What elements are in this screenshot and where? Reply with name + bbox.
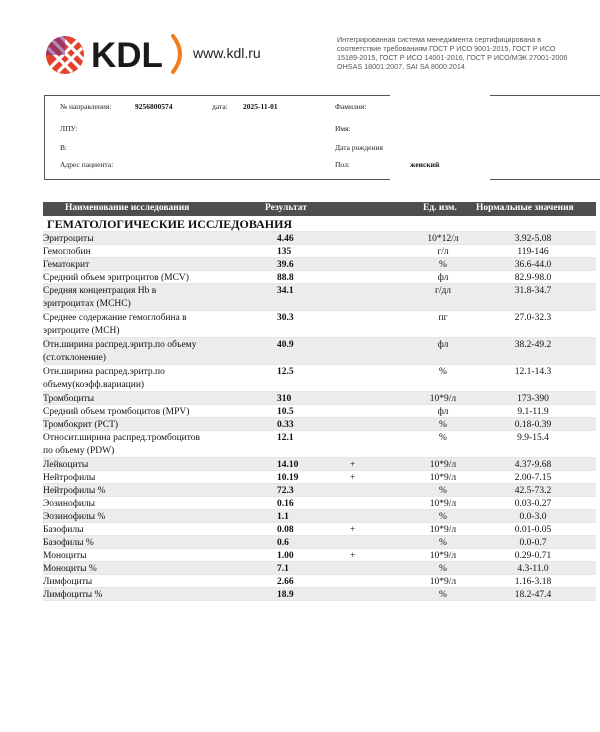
sex-label: Пол:: [335, 160, 350, 169]
test-name-line: Средний объем тромбоцитов (MPV): [43, 407, 190, 417]
info-divider-top: [490, 95, 600, 96]
unit-value: %: [439, 590, 447, 600]
surname-label: Фамилия:: [335, 102, 367, 111]
reference-range: 2.00-7.15: [514, 473, 552, 483]
test-name-line: Эозинофилы %: [43, 512, 106, 522]
header-result: Результат: [265, 203, 307, 213]
info-divider-bottom: [490, 179, 600, 180]
reference-range: 38.2-49.2: [514, 340, 552, 350]
reference-range: 18.2-47.4: [514, 590, 552, 600]
unit-value: 10*9/л: [429, 525, 457, 535]
test-name-line: Эозинофилы: [43, 499, 96, 509]
table-row: [43, 510, 596, 523]
reference-range: 0.18-0.39: [514, 420, 552, 430]
test-name-line: Лимфоциты %: [43, 590, 103, 600]
unit-value: %: [439, 538, 447, 548]
cert-line: OHSAS 18001:2007, SAI SA 8000:2014: [337, 62, 465, 71]
result-value: 0.08: [277, 525, 294, 535]
test-name-line: по объему (PDW): [43, 446, 115, 456]
results-table: [43, 202, 596, 601]
abnormal-flag: +: [350, 473, 356, 483]
unit-value: пг: [438, 313, 448, 323]
reference-range: 0.29-0.71: [514, 551, 552, 561]
table-row: [43, 338, 596, 365]
header-name: Наименование исследования: [65, 203, 190, 213]
table-row: [43, 549, 596, 562]
abnormal-flag: +: [350, 551, 356, 561]
test-name-line: Гемоглобин: [43, 247, 91, 257]
table-row: [43, 536, 596, 549]
unit-value: %: [439, 512, 447, 522]
result-value: 88.8: [277, 273, 294, 283]
result-value: 4.46: [277, 234, 294, 244]
date-value: 2025-11-01: [243, 102, 278, 111]
section-title: ГЕМАТОЛОГИЧЕСКИЕ ИССЛЕДОВАНИЯ: [43, 216, 596, 232]
test-name-line: Лейкоциты: [43, 460, 89, 470]
reference-range: 1.16-3.18: [514, 577, 552, 587]
test-name-line: эритроцитах (MCHC): [43, 299, 131, 309]
unit-value: 10*9/л: [429, 551, 457, 561]
test-name: [43, 312, 243, 338]
reference-range: 9.9-15.4: [517, 433, 549, 443]
unit-value: %: [439, 260, 447, 270]
unit-value: г/дл: [434, 286, 452, 296]
unit-value: 10*12/л: [427, 234, 459, 244]
sex-value: женский: [410, 160, 440, 169]
test-name: [43, 285, 243, 311]
test-name-line: Лимфоциты: [43, 577, 93, 587]
cert-line: Интегрированная система менеджмента сертифицирована в: [337, 35, 542, 44]
test-name: [43, 366, 243, 392]
test-name-line: Тромбоциты: [43, 394, 95, 404]
result-value: 40.9: [277, 340, 294, 350]
reference-range: 12.1-14.3: [514, 367, 552, 377]
doctor-label: В:: [60, 143, 68, 152]
unit-value: 10*9/л: [429, 473, 457, 483]
unit-value: %: [439, 367, 447, 377]
unit-value: г/л: [437, 247, 449, 257]
reference-range: 173-390: [517, 394, 549, 404]
birthdate-label: Дата рождения: [335, 143, 383, 152]
table-row: [43, 575, 596, 588]
logo-text: KDL: [91, 35, 163, 75]
reference-range: 36.6-44.0: [514, 260, 552, 270]
result-value: 310: [277, 394, 292, 404]
result-value: 12.5: [277, 367, 294, 377]
result-value: 2.66: [277, 577, 294, 587]
reference-range: 0.0-0.7: [519, 538, 547, 548]
test-name-line: Базофилы: [43, 525, 84, 535]
table-row: [43, 271, 596, 284]
result-value: 10.19: [277, 473, 299, 483]
lpu-label: ЛПУ:: [60, 124, 78, 133]
result-value: 12.1: [277, 433, 294, 443]
abnormal-flag: +: [350, 460, 356, 470]
date-label: дата:: [212, 102, 228, 111]
reference-range: 42.5-73.2: [514, 486, 552, 496]
kdl-logo-icon: [44, 34, 86, 76]
table-row: [43, 245, 596, 258]
cert-line: 15189-2015, ГОСТ Р ИСО 14001-2016, ГОСТ Р ИСО/МЭК 27001-2006: [337, 53, 568, 62]
logo-arc-icon: [171, 34, 187, 74]
reference-range: 119-146: [517, 247, 549, 257]
test-name: [43, 339, 243, 365]
test-name-line: Моноциты %: [43, 564, 97, 574]
table-row: [43, 523, 596, 536]
test-name-line: Отн.ширина распред.эритр.по объему: [43, 340, 197, 350]
unit-value: %: [439, 564, 447, 574]
reference-range: 3.92-5.08: [514, 234, 552, 244]
result-value: 0.6: [277, 538, 289, 548]
test-name-line: Отн.ширина распред.эритр.по: [43, 367, 165, 377]
result-value: 30.3: [277, 313, 294, 323]
result-value: 7.1: [277, 564, 289, 574]
result-value: 135: [277, 247, 292, 257]
test-name-line: Базофилы %: [43, 538, 94, 548]
table-row: [43, 284, 596, 311]
unit-value: фл: [437, 273, 449, 283]
unit-value: фл: [437, 340, 449, 350]
table-header: [43, 202, 596, 216]
test-name-line: Гематокрит: [43, 260, 90, 270]
website-label: www.kdl.ru: [193, 45, 261, 61]
table-row: [43, 405, 596, 418]
result-value: 0.33: [277, 420, 294, 430]
header-norm: Нормальные значения: [476, 203, 574, 213]
unit-value: 10*9/л: [429, 394, 457, 404]
table-row: [43, 471, 596, 484]
reference-range: 82.9-98.0: [514, 273, 552, 283]
test-name-line: Эритроциты: [43, 234, 94, 244]
unit-value: фл: [437, 407, 449, 417]
test-name: [43, 589, 243, 602]
table-row: [43, 588, 596, 601]
report-header: [0, 0, 600, 92]
reference-range: 0.0-3.0: [519, 512, 547, 522]
test-name-line: Нейтрофилы: [43, 473, 96, 483]
reference-range: 0.01-0.05: [514, 525, 552, 535]
unit-value: 10*9/л: [429, 460, 457, 470]
test-name-line: Относит.ширина распред.тромбоцитов: [43, 433, 201, 443]
table-row: [43, 232, 596, 245]
certification-text: [337, 35, 600, 71]
test-name-line: Средняя концентрация Hb в: [43, 286, 157, 296]
table-row: [43, 392, 596, 405]
header-unit: Ед. изм.: [423, 203, 457, 213]
reference-range: 0.03-0.27: [514, 499, 552, 509]
table-row: [43, 258, 596, 271]
reference-range: 4.37-9.68: [514, 460, 552, 470]
result-value: 18.9: [277, 590, 294, 600]
test-name-line: Средний объем эритроцитов (MCV): [43, 273, 189, 283]
unit-value: 10*9/л: [429, 577, 457, 587]
referral-label: № направления:: [60, 102, 112, 111]
test-name-line: Среднее содержание гемоглобина в: [43, 313, 187, 323]
address-label: Адрес пациента:: [60, 160, 114, 169]
result-value: 10.5: [277, 407, 294, 417]
result-value: 39.6: [277, 260, 294, 270]
unit-value: %: [439, 486, 447, 496]
result-value: 0.16: [277, 499, 294, 509]
test-name-line: Моноциты: [43, 551, 87, 561]
table-row: [43, 431, 596, 458]
table-row: [43, 562, 596, 575]
name-label: Имя:: [335, 124, 351, 133]
reference-range: 31.8-34.7: [514, 286, 552, 296]
test-name-line: Нейтрофилы %: [43, 486, 106, 496]
table-row: [43, 365, 596, 392]
result-value: 1.1: [277, 512, 289, 522]
table-row: [43, 458, 596, 471]
unit-value: 10*9/л: [429, 499, 457, 509]
result-value: 72.3: [277, 486, 294, 496]
test-name: [43, 432, 243, 458]
result-value: 1.00: [277, 551, 294, 561]
result-value: 34.1: [277, 286, 294, 296]
reference-range: 27.0-32.3: [514, 313, 552, 323]
reference-range: 9.1-11.9: [517, 407, 549, 417]
reference-range: 4.3-11.0: [517, 564, 549, 574]
table-row: [43, 418, 596, 431]
result-value: 14.10: [277, 460, 299, 470]
table-body: [43, 232, 596, 601]
referral-number: 9256800574: [135, 102, 173, 111]
table-row: [43, 484, 596, 497]
unit-value: %: [439, 420, 447, 430]
test-name-line: Тромбокрит (PCT): [43, 420, 119, 430]
table-row: [43, 497, 596, 510]
cert-line: соответствие требованиям ГОСТ Р ИСО 9001-2015, ГОСТ Р ИСО: [337, 44, 556, 53]
test-name-line: объему(коэфф.вариации): [43, 380, 145, 390]
test-name-line: (ст.отклонение): [43, 353, 106, 363]
table-row: [43, 311, 596, 338]
unit-value: %: [439, 433, 447, 443]
abnormal-flag: +: [350, 525, 356, 535]
test-name-line: эритроците (MCH): [43, 326, 120, 336]
